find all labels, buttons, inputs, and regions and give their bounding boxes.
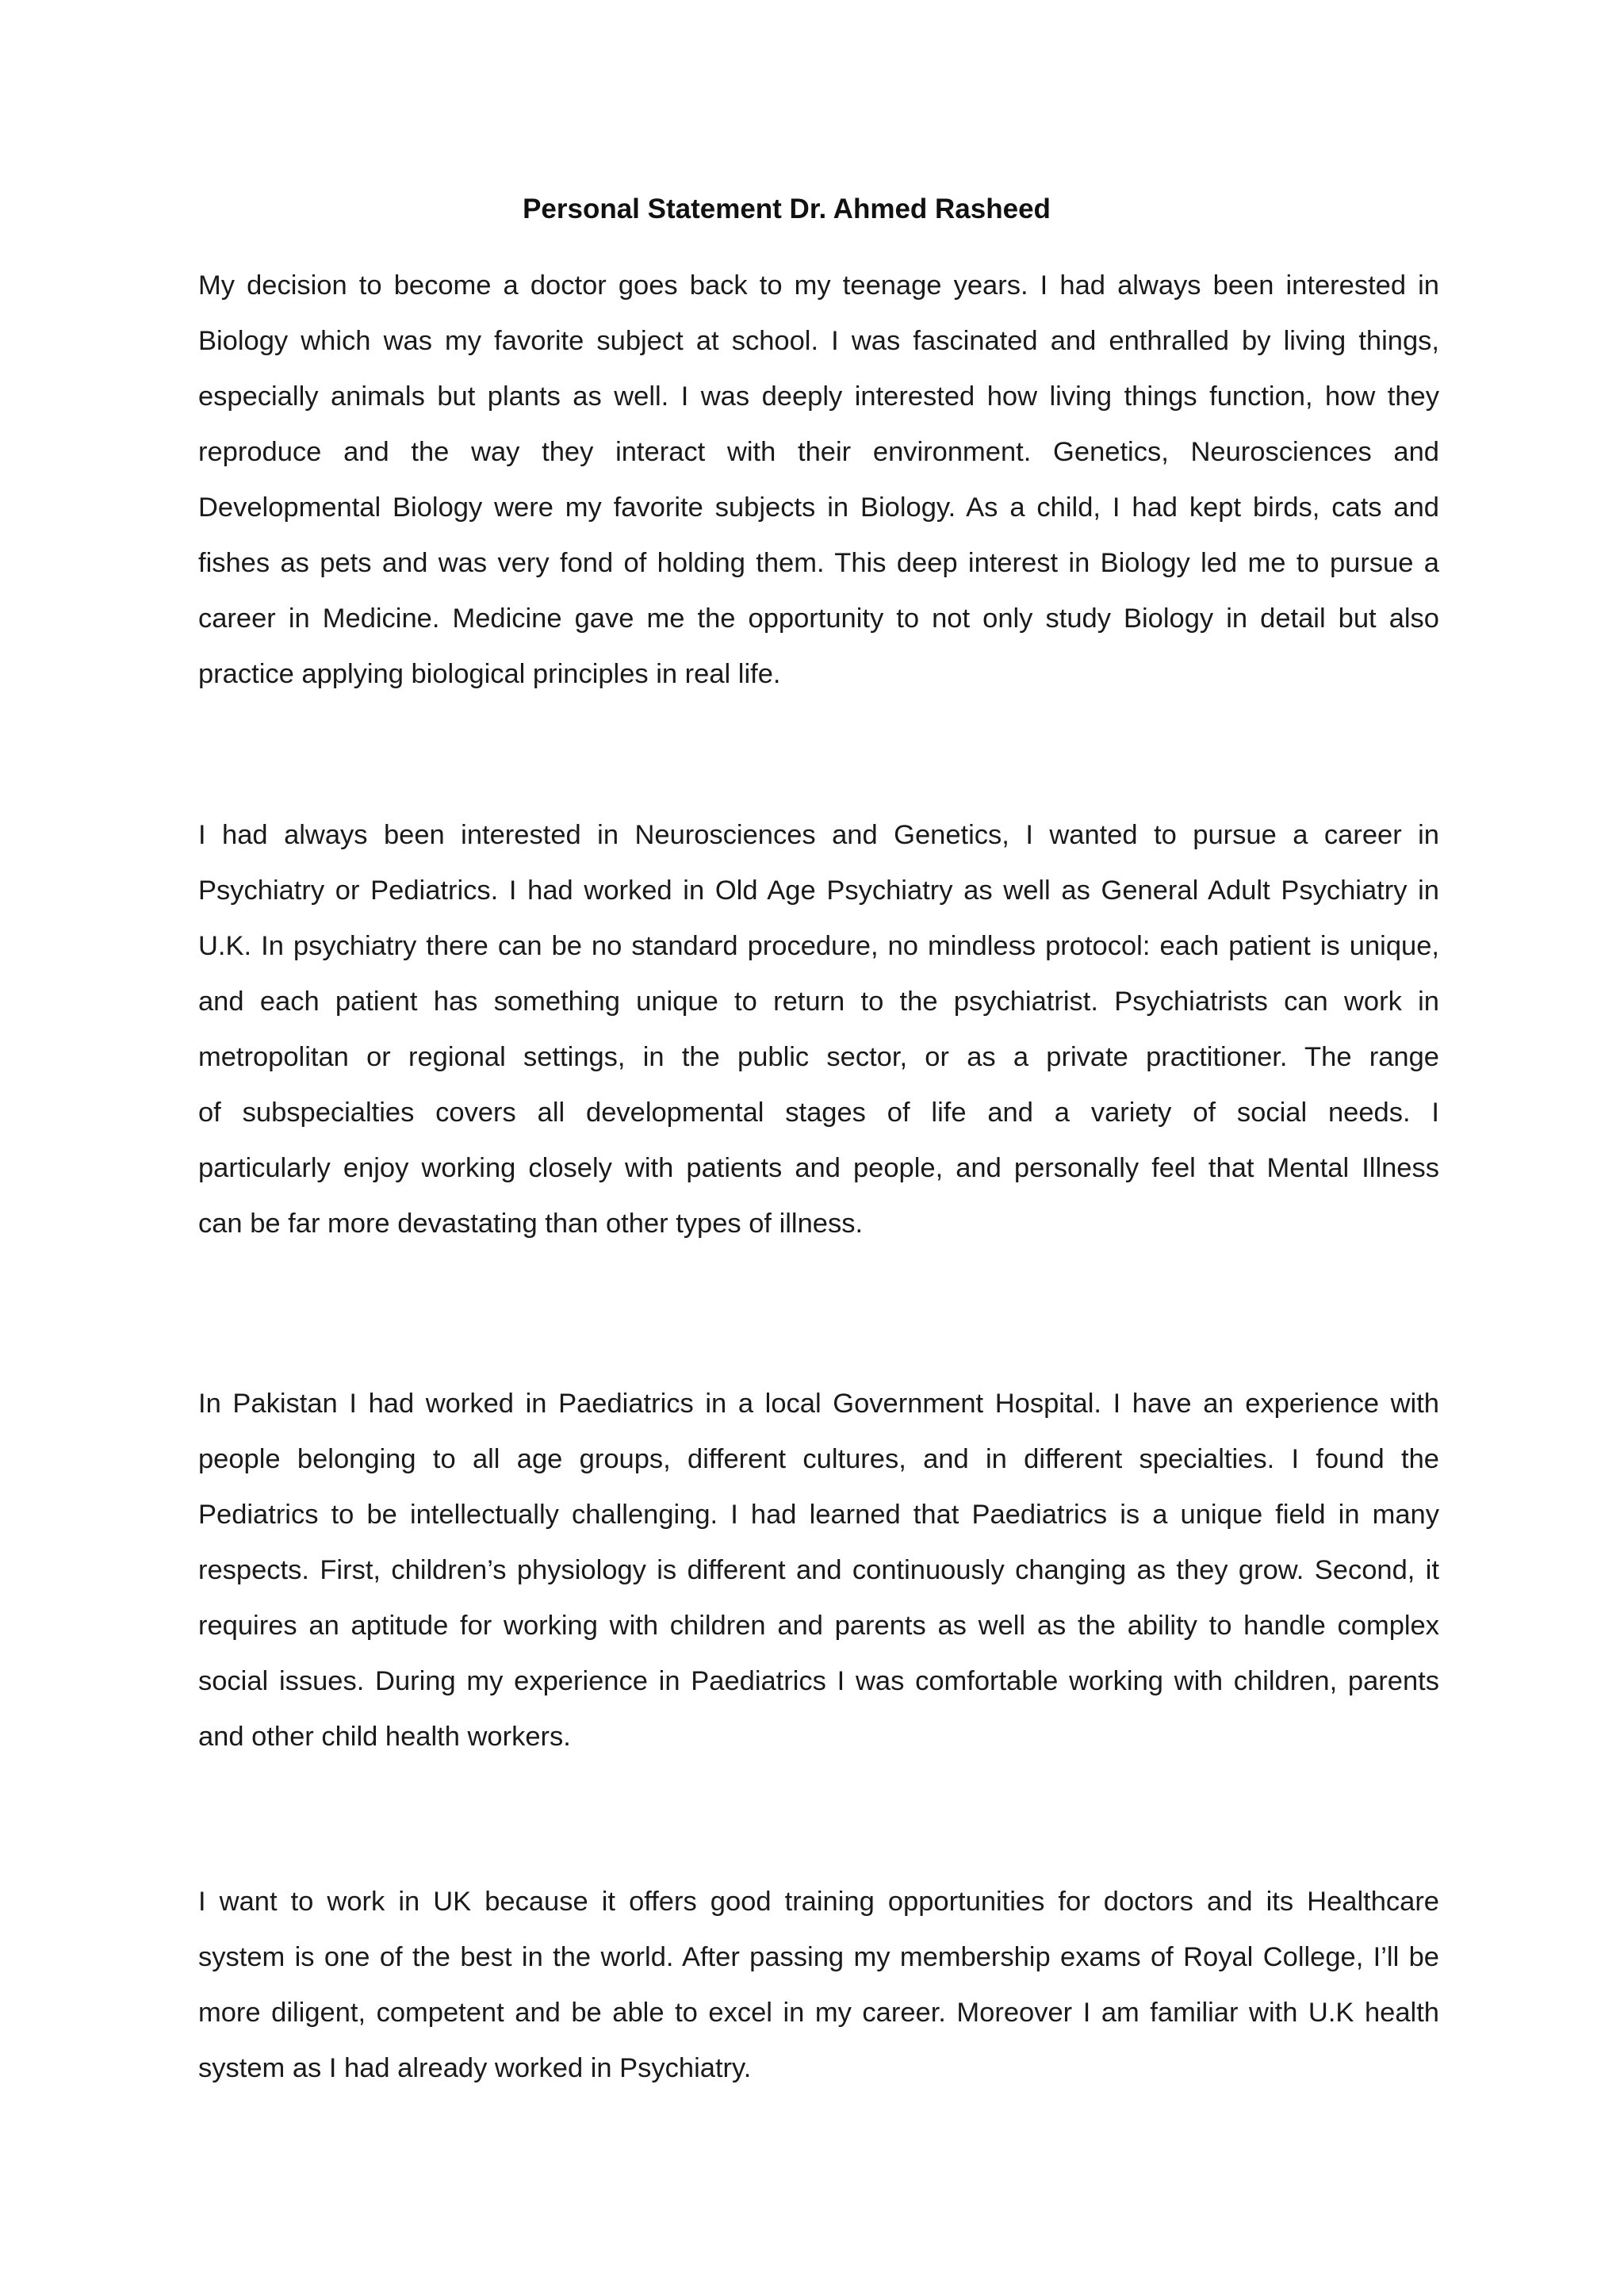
paragraph-line: and other child health workers. [198, 1722, 571, 1752]
paragraph-decision [198, 258, 1439, 702]
paragraph-line: people belonging to all age groups, different cultures, and in different specialties. I found the [198, 1444, 1439, 1474]
paragraph-line: reproduce and the way they interact with their environment. Genetics, Neurosciences and [198, 437, 1439, 467]
paragraph-line: of subspecialties covers all developmental stages of life and a variety of social needs. I [198, 1098, 1439, 1128]
paragraph-line: I had always been interested in Neurosciences and Genetics, I wanted to pursue a career in [198, 820, 1439, 850]
paragraph-line: respects. First, children’s physiology is different and continuously changing as they grow. Second, it [198, 1555, 1439, 1585]
paragraph-line: My decision to become a doctor goes back to my teenage years. I had always been interested in [198, 270, 1439, 301]
paragraph-line: U.K. In psychiatry there can be no standard procedure, no mindless protocol: each patient is unique, [198, 931, 1439, 961]
paragraph-line: system is one of the best in the world. After passing my membership exams of Royal College, I’ll be [198, 1942, 1439, 1972]
paragraph-line: and each patient has something unique to return to the psychiatrist. Psychiatrists can work in [198, 987, 1439, 1017]
paragraph-line: requires an aptitude for working with children and parents as well as the ability to handle complex [198, 1611, 1439, 1641]
paragraph-line: Psychiatry or Pediatrics. I had worked in Old Age Psychiatry as well as General Adult Psychiatry in [198, 875, 1439, 906]
paragraph-line: social issues. During my experience in Paediatrics I was comfortable working with children, parents [198, 1666, 1439, 1696]
paragraph-line: career in Medicine. Medicine gave me the opportunity to not only study Biology in detail but also [198, 603, 1439, 634]
paragraph-line: Biology which was my favorite subject at school. I was fascinated and enthralled by living things, [198, 326, 1439, 356]
paragraph-line: system as I had already worked in Psychiatry. [198, 2053, 752, 2083]
paragraph-line: practice applying biological principles in real life. [198, 659, 781, 689]
document-title: Personal Statement Dr. Ahmed Rasheed [523, 193, 1051, 224]
paragraph-line: can be far more devastating than other types of illness. [198, 1209, 864, 1239]
paragraph-line: Pediatrics to be intellectually challenging. I had learned that Paediatrics is a unique field in many [198, 1500, 1439, 1530]
paragraph-line: fishes as pets and was very fond of holding them. This deep interest in Biology led me to pursue a [198, 548, 1439, 578]
paragraph-line: especially animals but plants as well. I was deeply interested how living things function, how they [198, 381, 1439, 412]
paragraph-line: more diligent, competent and be able to excel in my career. Moreover I am familiar with U.K health [198, 1998, 1439, 2028]
paragraph-line: In Pakistan I had worked in Paediatrics in a local Government Hospital. I have an experience with [198, 1389, 1439, 1419]
paragraph-line: particularly enjoy working closely with patients and people, and personally feel that Mental Illness [198, 1153, 1439, 1183]
paragraph-line: metropolitan or regional settings, in the public sector, or as a private practitioner. The range [198, 1042, 1439, 1072]
paragraph-line: I want to work in UK because it offers good training opportunities for doctors and its Healthcare [198, 1887, 1439, 1917]
paragraph-psychiatry [198, 807, 1439, 1251]
paragraph-uk [198, 1874, 1439, 2096]
paragraph-paediatrics [198, 1376, 1439, 1764]
paragraph-line: Developmental Biology were my favorite subjects in Biology. As a child, I had kept birds, cats and [198, 492, 1439, 523]
